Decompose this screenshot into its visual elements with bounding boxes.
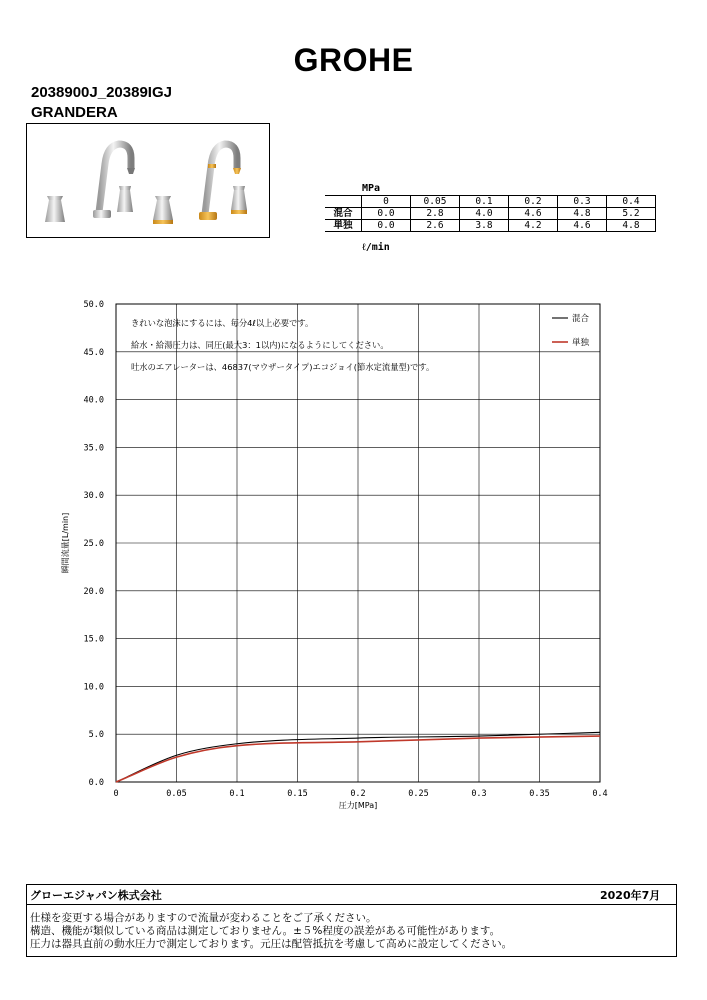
table-row-label: 単独 <box>325 220 362 232</box>
table-unit-flow: ℓ/min <box>362 242 390 253</box>
table-cell: 4.0 <box>460 208 509 220</box>
flow-chart <box>0 290 707 820</box>
x-tick-label: 0.4 <box>592 789 608 799</box>
table-row <box>325 208 656 220</box>
table-cell: 5.2 <box>607 208 656 220</box>
table-row <box>325 220 656 232</box>
y-tick-label: 25.0 <box>83 539 104 549</box>
table-header-cell: 0.1 <box>460 196 509 208</box>
chart-legend <box>552 313 590 348</box>
table-cell: 4.8 <box>607 220 656 232</box>
chart-ticks <box>84 300 608 799</box>
flow-rate-table <box>325 195 656 232</box>
y-tick-label: 0.0 <box>88 778 104 788</box>
table-header-cell: 0.2 <box>509 196 558 208</box>
y-tick-label: 45.0 <box>83 347 104 358</box>
chart-annotation: 吐水のエアレーターは、46837(マウザータイプ)エコジョイ(節水定流量型)です。 <box>131 362 435 372</box>
table-corner <box>325 196 362 208</box>
footer-note: 構造、機能が類似している商品は測定しておりません。±５%程度の誤差がある可能性があります。 <box>30 925 501 937</box>
footer-note: 仕様を変更する場合がありますので流量が変わることをご了承ください。 <box>30 912 377 924</box>
y-tick-label: 10.0 <box>83 682 104 693</box>
y-tick-label: 35.0 <box>83 443 104 454</box>
table-cell: 4.6 <box>509 208 558 220</box>
product-photo <box>26 123 270 238</box>
y-tick-label: 50.0 <box>83 300 104 310</box>
legend-label: 混合 <box>572 314 590 324</box>
series-name: GRANDERA <box>31 104 118 121</box>
y-tick-label: 5.0 <box>88 730 104 741</box>
model-code: 2038900J_20389IGJ <box>31 84 172 101</box>
table-cell: 0.0 <box>362 220 411 232</box>
x-tick-label: 0.1 <box>229 789 245 799</box>
table-cell: 2.8 <box>411 208 460 220</box>
table-header-cell: 0.05 <box>411 196 460 208</box>
y-tick-label: 15.0 <box>83 634 104 645</box>
table-header-cell: 0.3 <box>558 196 607 208</box>
table-cell: 2.6 <box>411 220 460 232</box>
x-tick-label: 0.3 <box>471 789 487 799</box>
y-tick-label: 20.0 <box>83 586 104 597</box>
table-cell: 4.2 <box>509 220 558 232</box>
table-cell: 4.6 <box>558 220 607 232</box>
x-tick-label: 0.15 <box>287 789 308 799</box>
x-tick-label: 0.35 <box>529 789 550 799</box>
x-axis-label: 圧力[MPa] <box>338 801 378 810</box>
gold-faucet-icon <box>153 144 247 224</box>
legend-label: 単独 <box>572 338 590 348</box>
footer-divider <box>26 904 677 905</box>
chart-annotation: 給水・給湯圧力は、同圧(最大3：1以内)になるようにしてください。 <box>131 340 389 350</box>
x-tick-label: 0 <box>113 789 119 799</box>
table-header-cell: 0 <box>362 196 411 208</box>
table-cell: 3.8 <box>460 220 509 232</box>
table-header-cell: 0.4 <box>607 196 656 208</box>
brand-logo: GROHE <box>293 42 414 78</box>
y-tick-label: 30.0 <box>83 491 104 502</box>
company-name: グローエジャパン株式会社 <box>30 889 162 902</box>
issue-date: 2020年7月 <box>600 889 661 902</box>
x-tick-label: 0.05 <box>166 789 187 799</box>
table-cell: 4.8 <box>558 208 607 220</box>
y-axis-label: 瞬間流量[L/min] <box>61 512 70 574</box>
x-tick-label: 0.2 <box>350 789 366 799</box>
table-cell: 0.0 <box>362 208 411 220</box>
table-unit-pressure: MPa <box>362 183 381 194</box>
x-tick-label: 0.25 <box>408 789 429 799</box>
footer-note: 圧力は器具直前の動水圧力で測定しております。元圧は配管抵抗を考慮して高めに設定してください。 <box>30 938 513 950</box>
chrome-faucet-icon <box>45 144 135 222</box>
table-header-row <box>325 196 656 208</box>
chart-annotations <box>131 318 434 372</box>
table-row-label: 混合 <box>325 208 362 220</box>
chart-grid <box>116 304 600 782</box>
chart-annotation: きれいな泡沫にするには、毎分4ℓ以上必要です。 <box>131 318 314 328</box>
y-tick-label: 40.0 <box>83 395 104 406</box>
